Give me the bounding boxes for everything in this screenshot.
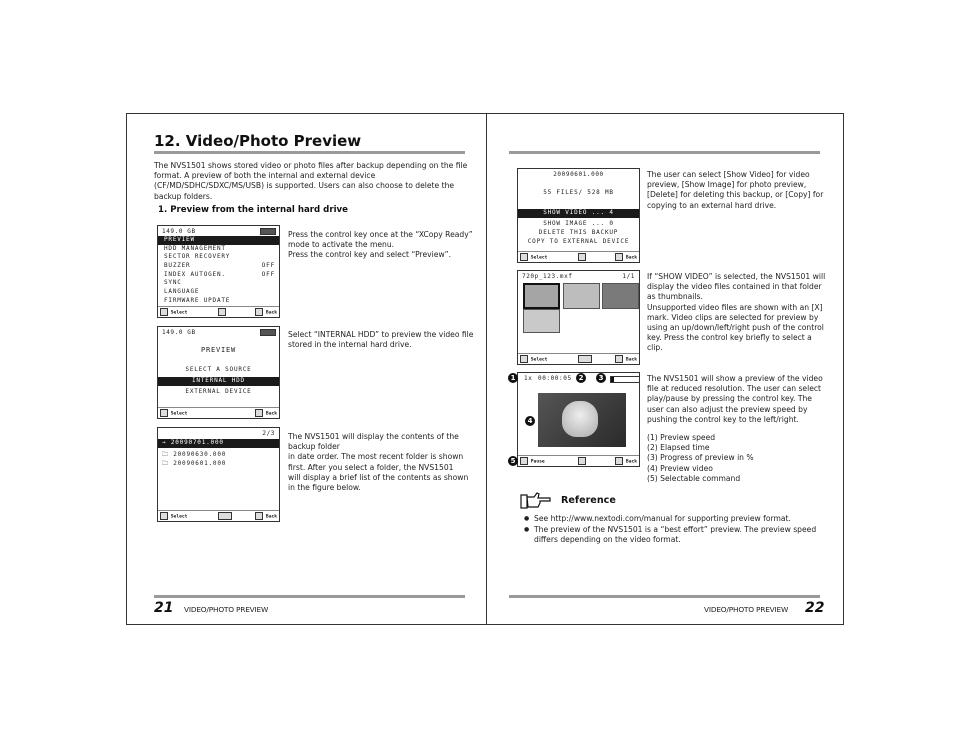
menu-item[interactable] [158,271,279,280]
source-prompt: SELECT A SOURCE [185,366,252,373]
video-thumbnail[interactable] [523,309,560,333]
folder-name: 20090601.000 [173,460,227,467]
file-summary: 55 FILES/ 528 MB [543,189,614,196]
reference-list [524,514,824,547]
menu-item-label: PREVIEW [164,236,195,243]
reference-item [524,514,824,524]
menu-item-label: INDEX AUTOGEN. [164,270,226,278]
folder-name: 20090630.000 [173,451,227,458]
navigation-key-icon [578,355,592,363]
folder-icon: 🗀 [162,460,174,467]
folder-row-selected[interactable] [158,439,279,448]
menu-item-label: SYNC [164,279,182,287]
progress-fill [611,377,614,382]
reference-text: The preview of the NVS1501 is a “best effort” preview. The preview speed differs depending on the video format. [534,525,817,545]
softkey-bar [158,510,279,521]
preview-speed: 1x [524,375,533,382]
menu-item-value: OFF [261,262,275,270]
option-show-image[interactable]: SHOW IMAGE ... 0 [543,220,614,227]
folder-icon: 🗀 [162,451,174,458]
legend-item: (2) Elapsed time [647,443,710,453]
option-copy-external[interactable]: COPY TO EXTERNAL DEVICE [527,238,630,245]
back-softkey[interactable]: Back [265,310,277,316]
callout-1: 1 [508,373,518,383]
center-key-icon [578,457,586,465]
softkey-bar [518,251,639,262]
menu-item-label: FIRMWARE UPDATE [164,296,231,304]
option-delete-backup[interactable]: DELETE THIS BACKUP [538,229,619,236]
step1-text: Press the control key once at the “XCopy Ready” mode to activate the menu. Press the control key and select “Preview”. [288,230,473,260]
back-key-icon [255,512,263,520]
select-key-icon [520,355,528,363]
section-subheading: 1. Preview from the internal hard drive [158,205,348,215]
step5-text: If “SHOW VIDEO” is selected, the NVS1501 will display the video files contained in that folder as thumbnails. Unsupported video files are shown with an [X] mark. Video clips are selected for preview by using an up/down/left/right push of the control key. Press the control key briefly to select a clip. [647,272,826,353]
capacity-label: 149.0 GB [162,329,196,336]
preview-source-screen [157,326,280,419]
back-key-icon [615,253,623,261]
footer-label-left: VIDEO/PHOTO PREVIEW [184,605,269,614]
menu-item[interactable] [158,262,279,271]
preview-video[interactable] [538,393,626,447]
menu-screen [157,225,280,318]
callout-legend [647,433,829,484]
back-key-icon [255,308,263,316]
backup-options-screen [517,168,640,263]
center-key-icon [218,308,226,316]
video-thumbnail[interactable] [602,283,639,309]
select-softkey[interactable]: Select [170,411,188,417]
footer-rule-left [154,595,465,598]
back-key-icon [615,457,623,465]
back-softkey[interactable]: Back [625,459,637,465]
softkey-bar [158,306,279,317]
menu-item-value: OFF [261,270,275,278]
step3-text: The NVS1501 will display the contents of the backup folder in date order. The most recent folder is shown first. After you select a folder, the NVS1501 will display a brief list of the contents as shown in the figure below. [288,432,469,493]
pause-softkey[interactable]: Pause [530,459,545,465]
kitten-image [562,401,598,437]
step6-text: The NVS1501 will show a preview of the video file at reduced resolution. The user can select play/pause by pressing the control key. The user can also adjust the preview speed by pushing the control key to the left/right. [647,374,823,424]
pause-key-icon [520,457,528,465]
menu-item[interactable] [158,245,279,254]
step4-text: The user can select [Show Video] for video preview, [Show Image] for photo preview, [Delete] for deleting this backup, or [Copy] for copying to an external hard drive. [647,170,824,210]
option-external-device[interactable]: EXTERNAL DEVICE [185,388,252,395]
menu-item-label: SECTOR RECOVERY [164,253,231,261]
menu-list [158,236,279,306]
menu-item[interactable] [158,279,279,288]
pointing-hand-icon [520,491,552,511]
page-divider [486,113,487,625]
page-indicator: 2/3 [262,430,275,437]
softkey-bar [518,353,639,364]
select-softkey[interactable]: Select [170,514,188,520]
legend-item: (5) Selectable command [647,473,741,483]
footer-rule-right [509,595,820,598]
softkey-bar [158,407,279,418]
folder-name: 20090701.000 [170,439,224,446]
menu-item[interactable] [158,253,279,262]
back-softkey[interactable]: Back [265,514,277,520]
select-key-icon [160,409,168,417]
center-key-icon [578,253,586,261]
footer-label-right: VIDEO/PHOTO PREVIEW [704,605,789,614]
battery-icon [260,228,276,235]
menu-item-label: HDD MANAGEMENT [164,244,226,252]
step2-text: Select “INTERNAL HDD” to preview the video file stored in the internal hard drive. [288,330,474,350]
legend-item: (1) Preview speed [647,433,716,442]
softkey-bar [518,455,639,466]
battery-icon [260,329,276,336]
page-number-left: 21 [154,600,174,616]
select-key-icon [520,253,528,261]
back-softkey[interactable]: Back [625,357,637,363]
arrow-icon: → [162,439,171,446]
page-title: 12. Video/Photo Preview [154,132,362,150]
bullet-icon: ● [524,526,530,534]
file-name: 720p_123.mxf [522,273,573,280]
select-key-icon [160,512,168,520]
menu-item[interactable] [158,288,279,297]
callout-4: 4 [525,416,535,426]
reference-item [524,525,824,545]
bullet-icon: ● [524,515,530,522]
option-show-video[interactable]: SHOW VIDEO ... 4 [518,209,639,218]
video-thumbnail-selected[interactable] [523,283,560,309]
menu-item-label: BUZZER [164,262,191,270]
capacity-label: 149.0 GB [162,228,196,235]
legend-item: (4) Preview video [647,463,713,473]
callout-3: 3 [596,373,606,383]
page-number-right: 22 [805,600,825,616]
folder-list-screen [157,427,280,522]
intro-paragraph: The NVS1501 shows stored video or photo files after backup depending on the file format. A preview of both the internal and external device (CF/MD/SDHC/SDXC/MS/USB) is supported. Users can also choose to delete the backup folders. [154,161,468,201]
menu-item[interactable] [158,297,279,306]
thumbnail-screen [517,270,640,365]
reference-text: See http://www.nextodi.com/manual for supporting preview format. [534,514,791,523]
option-internal-hdd[interactable]: INTERNAL HDD [158,377,279,386]
select-softkey[interactable]: Select [170,310,188,316]
screen-heading: PREVIEW [200,346,237,354]
page-indicator: 1/1 [622,273,635,280]
video-thumbnail[interactable] [563,283,600,309]
back-key-icon [615,355,623,363]
title-rule [154,151,465,154]
callout-5: 5 [508,456,518,466]
right-header-rule [509,151,820,154]
progress-bar [610,376,640,383]
callout-2: 2 [576,373,586,383]
back-key-icon [255,409,263,417]
back-softkey[interactable]: Back [625,255,637,261]
back-softkey[interactable]: Back [265,411,277,417]
select-key-icon [160,308,168,316]
legend-item: (3) Progress of preview in % [647,453,754,463]
video-preview-screen [517,372,640,467]
select-softkey[interactable]: Select [530,357,548,363]
folder-row[interactable] [162,459,226,469]
folder-label: 20090601.000 [553,171,604,178]
select-softkey[interactable]: Select [530,255,548,261]
navigation-key-icon [218,512,232,520]
reference-title: Reference [561,495,616,506]
elapsed-time: 00:00:05 [538,375,572,382]
menu-item-label: LANGUAGE [164,288,200,296]
menu-item[interactable] [158,236,279,245]
